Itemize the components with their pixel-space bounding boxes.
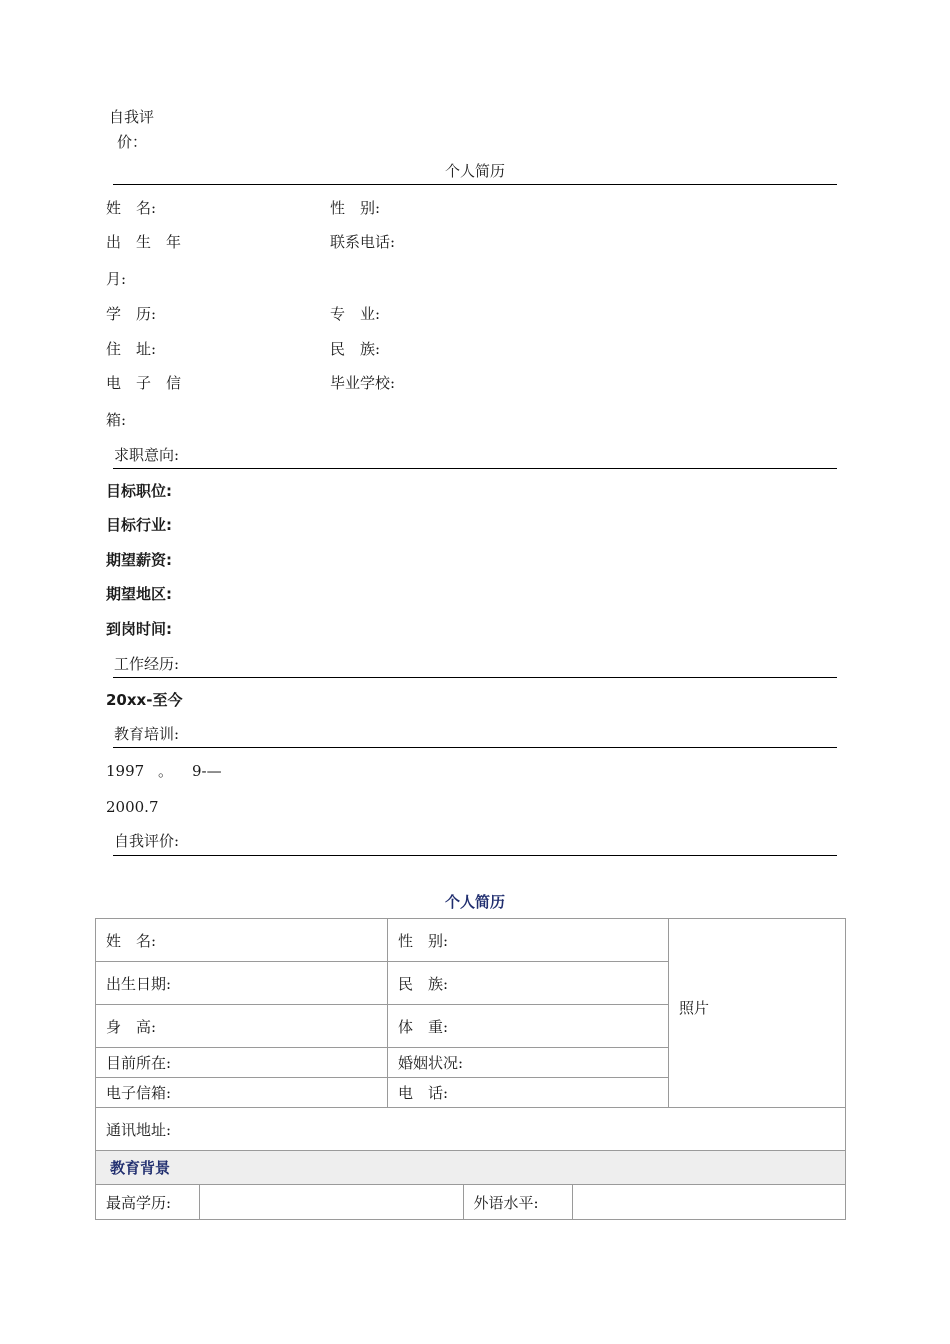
cell-highest-degree-value [199,1185,463,1219]
field-email-a: 电 子 信 [106,374,182,392]
field-ethnicity: 民 族: [330,340,381,358]
intent-target-industry: 目标行业: [106,516,172,534]
cell-language-value [572,1185,845,1219]
field-address: 住 址: [106,340,157,358]
education-section-header: 教育背景 [96,1151,846,1185]
resume2-table [95,918,846,1220]
resume2-title: 个人简历 [444,893,505,911]
edu-entry-end: 2000.7 [106,798,159,816]
cell-weight: 体 重: [388,1005,669,1048]
field-gender: 性 别: [330,199,381,217]
work-heading: 工作经历: [114,655,180,673]
field-name: 姓 名: [106,199,157,217]
field-birth-a: 出 生 年 [106,233,182,251]
intent-expected-salary: 期望薪资: [106,551,172,569]
field-birth-b: 月: [106,270,127,288]
cell-language-label: 外语水平: [463,1185,572,1219]
cell-email: 电子信箱: [96,1078,388,1108]
cell-ethnicity: 民 族: [388,962,669,1005]
edu-entry-dot: 。 [158,762,174,780]
field-major: 专 业: [330,305,381,323]
cell-mail-address: 通讯地址: [96,1108,846,1151]
intent-target-position: 目标职位: [106,482,172,500]
edu-heading: 教育培训: [114,725,180,743]
self-eval-rule [113,855,837,856]
intent-rule [113,468,837,469]
edu-entry-month: 9-— [192,762,222,780]
self-eval-heading: 自我评价: [114,832,180,850]
field-education: 学 历: [106,305,157,323]
cell-height: 身 高: [96,1005,388,1048]
cell-gender: 性 别: [388,919,669,962]
education-row [96,1185,846,1220]
intent-start-time: 到岗时间: [106,620,172,638]
intent-heading: 求职意向: [114,446,180,464]
cell-marital: 婚姻状况: [388,1048,669,1078]
edu-entry-year: 1997 [106,762,145,780]
cell-birthdate: 出生日期: [96,962,388,1005]
fragment-self-eval-line2: 价： [117,133,148,151]
resume1-title-rule [113,184,837,185]
cell-location: 目前所在: [96,1048,388,1078]
fragment-self-eval-line1: 自我评 [109,108,155,126]
resume1-title: 个人简历 [444,162,505,180]
field-phone: 联系电话: [330,233,396,251]
work-entry: 20xx-至今 [106,691,183,709]
cell-highest-degree-label: 最高学历: [96,1185,199,1219]
field-school: 毕业学校: [330,374,396,392]
photo-cell: 照片 [669,919,846,1108]
work-rule [113,677,837,678]
field-email-b: 箱: [106,411,127,429]
edu-rule [113,747,837,748]
cell-phone: 电 话: [388,1078,669,1108]
cell-name: 姓 名: [96,919,388,962]
intent-expected-region: 期望地区: [106,585,172,603]
